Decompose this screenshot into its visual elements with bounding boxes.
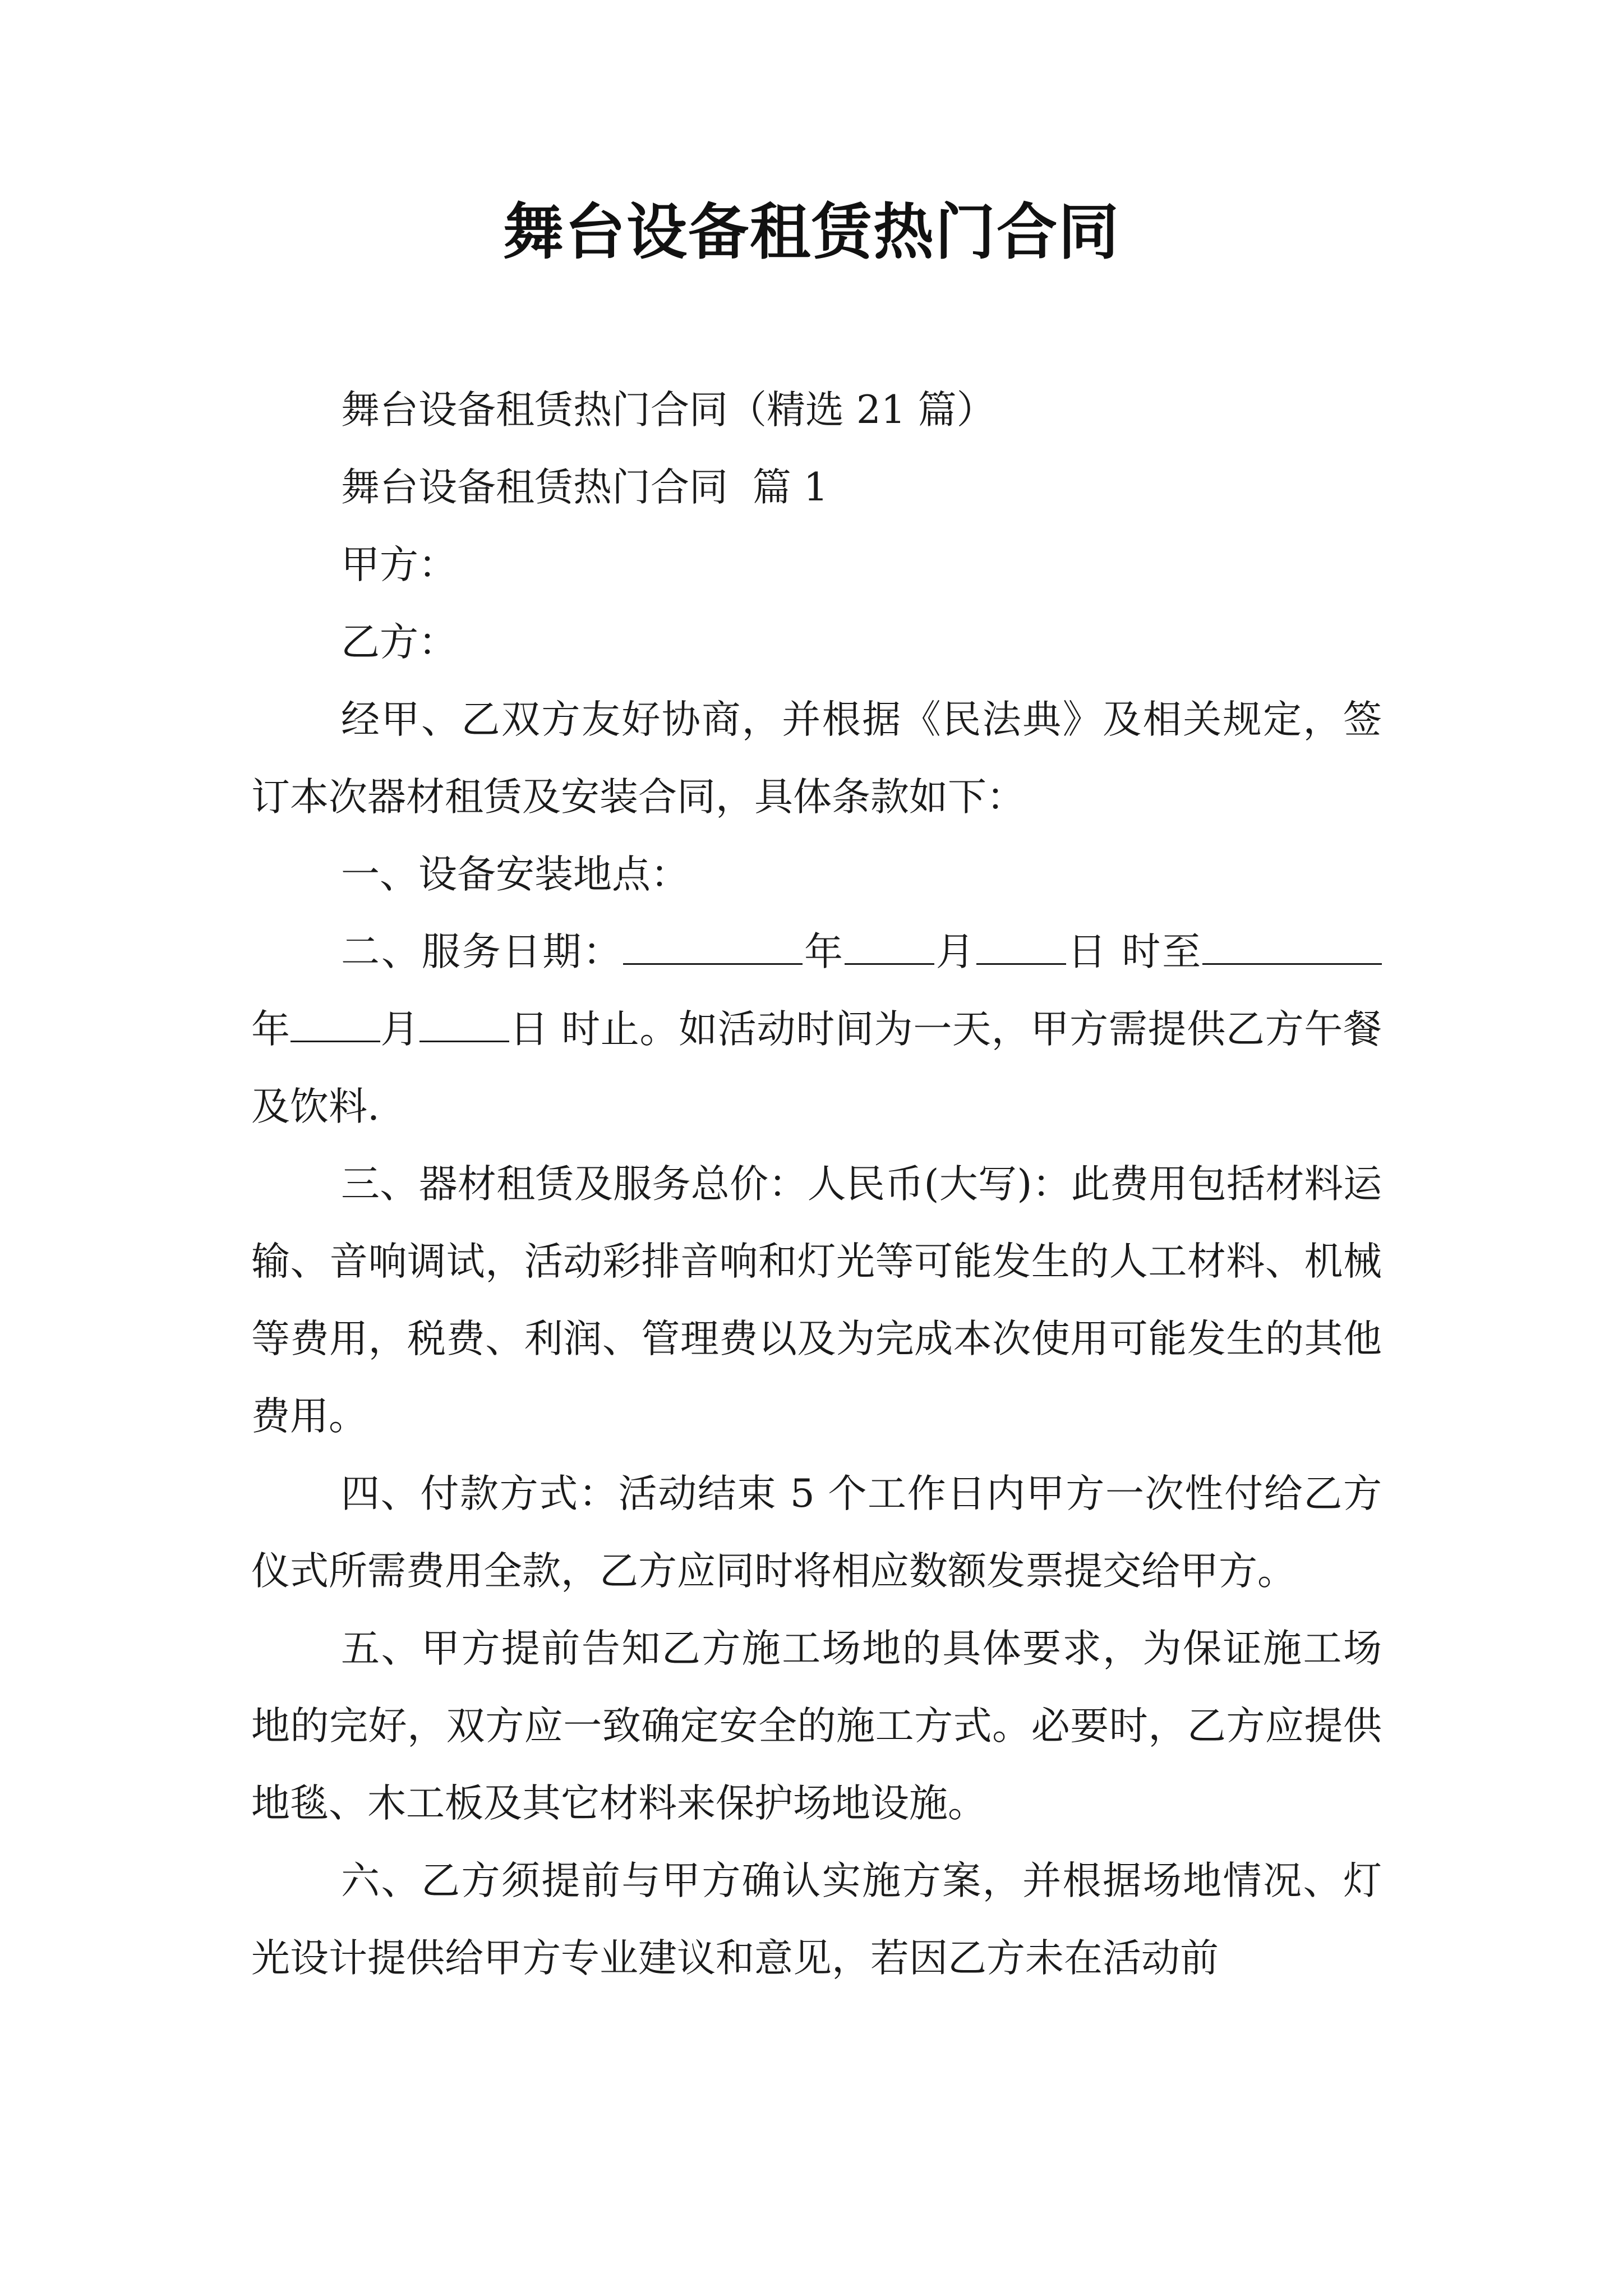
document-subtitle: 舞台设备租赁热门合同（精选 21 篇）: [341, 388, 995, 432]
clause-service-date-lead: 二、服务日期：: [341, 930, 624, 974]
blank-year-end: [1202, 931, 1382, 965]
clause-service-date-tail: 日 时止。如活动时间为一天，甲方需提供乙方午餐及饮料.: [251, 1007, 1382, 1129]
party-a-line: 甲方：: [341, 542, 457, 587]
blank-year-start: [623, 931, 803, 965]
label-day-start: 日 时至: [1066, 930, 1203, 974]
document-body: [251, 371, 1382, 1997]
label-year-end: 年: [251, 1007, 291, 1052]
clause-plan-confirmation: 六、乙方须提前与甲方确认实施方案，并根据场地情况、灯光设计提供给甲方专业建议和意见，若因乙方未在活动前: [251, 1858, 1382, 1981]
label-year-start: 年: [803, 930, 845, 974]
clause-site-requirements: 五、甲方提前告知乙方施工场地的具体要求，为保证施工场地的完好，双方应一致确定安全的施工方式。必要时，乙方应提供地毯、木工板及其它材料来保护场地设施。: [251, 1626, 1382, 1826]
blank-day-end: [419, 1008, 509, 1042]
clause-location: 一、设备安装地点：: [341, 852, 689, 897]
blank-day-start: [976, 931, 1066, 965]
party-b-line: 乙方：: [341, 620, 457, 665]
clause-total-price: 三、器材租赁及服务总价：人民币(大写)：此费用包括材料运输、音响调试，活动彩排音响和灯光等可能发生的人工材料、机械等费用，税费、利润、管理费以及为完成本次使用可能发生的其他费用。: [251, 1162, 1382, 1439]
section-heading: 舞台设备租赁热门合同 篇 1: [341, 465, 828, 510]
blank-month-end: [291, 1008, 380, 1042]
blank-month-start: [845, 931, 934, 965]
clause-service-date: [251, 913, 1382, 1145]
label-month-start: 月: [934, 930, 976, 974]
document-title: 舞台设备租赁热门合同: [502, 197, 1120, 268]
intro-paragraph: 经甲、乙双方友好协商，并根据《民法典》及相关规定，签订本次器材租赁及安装合同，具体条款如下：: [251, 697, 1382, 820]
label-month-end: 月: [380, 1007, 420, 1052]
clause-payment: 四、付款方式：活动结束 5 个工作日内甲方一次性付给乙方仪式所需费用全款，乙方应同时将相应数额发票提交给甲方。: [251, 1471, 1382, 1594]
